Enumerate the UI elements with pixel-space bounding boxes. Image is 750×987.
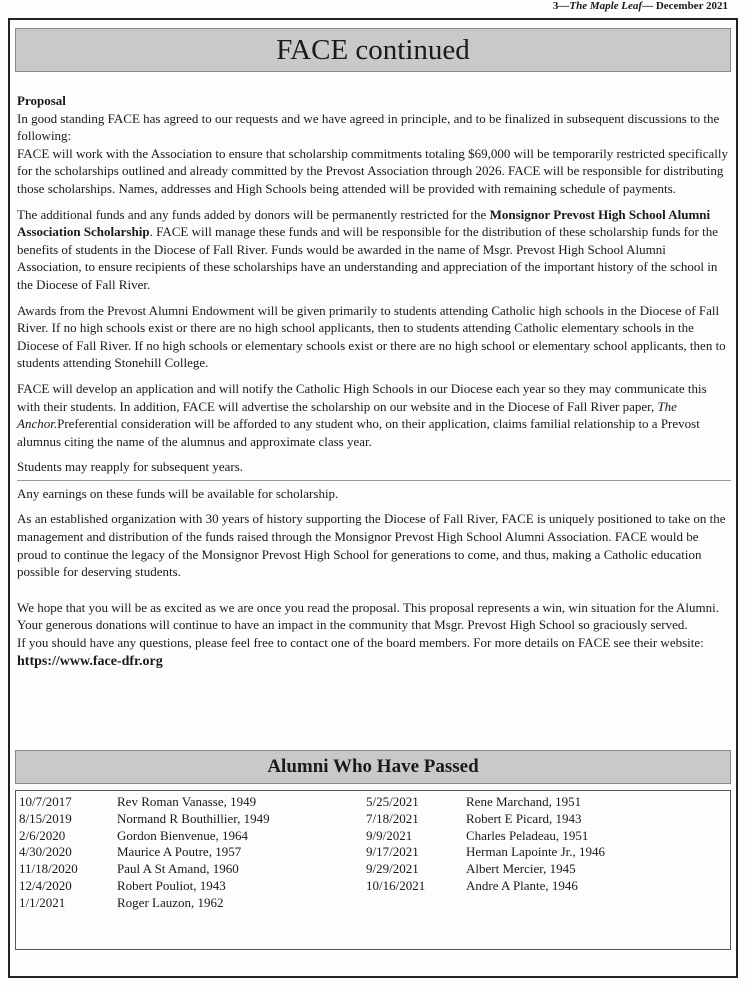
issue-date: — December 2021	[642, 0, 728, 12]
p3-text-a: The additional funds and any funds added by donors will be permanently restricted for the	[17, 206, 490, 222]
alumni-list	[15, 790, 731, 950]
passing-date: 2/6/2020	[19, 827, 66, 843]
alumni-entry	[19, 895, 270, 912]
alumni-entry	[19, 844, 270, 861]
alumni-entry	[19, 811, 270, 828]
alumni-name: Andre A Plante, 1946	[466, 877, 578, 893]
scholarship-name: Monsignor Prevost High School Alumni Association Scholarship	[17, 206, 711, 240]
alumni-name: Robert Pouliot, 1943	[117, 877, 226, 893]
passing-date: 4/30/2020	[19, 844, 72, 860]
p5-text-b: Preferential consideration will be afforded to any student who, on their application, claims familial relationship to a Prevost alumnus citing the name of the alumnus and approximate class year.	[17, 416, 700, 449]
alumni-entry	[366, 878, 605, 895]
passing-date: 8/15/2019	[19, 810, 72, 826]
alumni-entry	[19, 861, 270, 878]
alumni-entry	[366, 844, 605, 861]
publication-name: The Maple Leaf	[569, 0, 643, 12]
spacer	[17, 589, 731, 599]
paragraph-awards: Awards from the Prevost Alumni Endowment will be given primarily to students attending Catholic high schools in the Diocese of Fall River. If no high schools exist or there are no high school applicants, then to students attending Catholic elementary schools in the Diocese of Fall River. If no high schools or elementary schools exist or there are no high school or elementary school applicants, then to students attending Stonehill College.	[17, 302, 726, 371]
alumni-heading: Alumni Who Have Passed	[15, 750, 731, 784]
passing-date: 10/7/2017	[19, 794, 72, 809]
alumni-name: Normand R Bouthillier, 1949	[117, 810, 270, 826]
page-header	[553, 0, 728, 12]
passing-date: 11/18/2020	[19, 861, 78, 877]
alumni-name: Charles Peladeau, 1951	[466, 827, 589, 843]
page-number: 3—	[552, 0, 570, 12]
website-link[interactable]: https://www.face-dfr.org	[17, 653, 163, 669]
paragraph-contact	[17, 634, 731, 670]
alumni-entry	[366, 861, 605, 878]
alumni-name: Albert Mercier, 1945	[466, 861, 576, 877]
alumni-name: Gordon Bienvenue, 1964	[117, 827, 249, 843]
paragraph-intro: In good standing FACE has agreed to our requests and we have agreed in principle, and to be finalized in subsequent discussions to the following:	[17, 110, 720, 144]
p5-text-a: FACE will develop an application and will notify the Catholic High Schools in our Diocese each year so they may communicate this with their students. In addition, FACE will advertise the scholarship on our website and in the Diocese of Fall River paper,	[17, 380, 707, 414]
alumni-entry	[366, 828, 605, 845]
alumni-entry	[366, 794, 605, 811]
article-frame	[8, 18, 738, 978]
divider	[17, 480, 731, 481]
alumni-column-right	[366, 794, 605, 895]
passing-date: 9/17/2021	[366, 844, 419, 860]
alumni-entry	[19, 828, 270, 845]
article-body	[17, 92, 731, 670]
paragraph-organization: As an established organization with 30 years of history supporting the Diocese of Fall River, FACE is uniquely positioned to take on the management and distribution of the funds raised through the Monsignor Prevost High School Alumni Association. FACE would be proud to continue the legacy of the Monsignor Prevost High School for generations to come, and thus, making a Catholic education possible for deserving students.	[17, 511, 726, 580]
alumni-entry	[366, 811, 605, 828]
passing-date: 9/9/2021	[366, 827, 413, 843]
passing-date: 5/25/2021	[366, 794, 419, 809]
article-title: FACE continued	[15, 28, 731, 72]
passing-date: 9/29/2021	[366, 861, 419, 877]
alumni-name: Roger Lauzon, 1962	[117, 894, 224, 910]
alumni-name: Herman Lapointe Jr., 1946	[466, 844, 605, 860]
alumni-entry	[19, 878, 270, 895]
paragraph-earnings: Any earnings on these funds will be available for scholarship.	[17, 485, 339, 501]
anchor-paper-name: The Anchor.	[17, 398, 677, 432]
paragraph-application	[17, 380, 731, 450]
alumni-name: Rene Marchand, 1951	[466, 794, 582, 809]
alumni-name: Rev Roman Vanasse, 1949	[117, 794, 257, 809]
alumni-name: Maurice A Poutre, 1957	[117, 844, 242, 860]
alumni-name: Robert E Picard, 1943	[466, 810, 582, 826]
contact-text: If you should have any questions, please feel free to contact one of the board members. For more details on FACE see their website:	[17, 635, 704, 651]
alumni-column-left	[19, 794, 270, 912]
p3-text-b: . FACE will manage these funds and will be responsible for the distribution of these scholarship funds for the benefits of students in the Diocese of Fall River. Funds would be awarded in the name of Msgr. Prevost High School Alumni Association, to ensure recipients of these scholarships have an understanding and appreciation of the important history of the school in the Diocese of Fall River.	[17, 224, 718, 292]
passing-date: 1/1/2021	[19, 894, 66, 910]
paragraph-commitments: FACE will work with the Association to ensure that scholarship commitments totaling $69,000 will be temporarily restricted specifically for the scholarships outlined and already committed by the Prevost Association through 2026. FACE will be responsible for distributing those scholarships. Names, addresses and High Schools being attended will be provided with remaining schedule of payments.	[17, 145, 729, 196]
paragraph-reapply: Students may reapply for subsequent years.	[17, 459, 244, 475]
passing-date: 7/18/2021	[366, 810, 419, 826]
proposal-heading: Proposal	[17, 93, 66, 108]
passing-date: 10/16/2021	[366, 877, 426, 893]
passing-date: 12/4/2020	[19, 877, 72, 893]
alumni-name: Paul A St Amand, 1960	[117, 861, 239, 877]
paragraph-closing: We hope that you will be as excited as we are once you read the proposal. This proposal represents a win, win situation for the Alumni. Your generous donations will continue to have an impact in the community that Msgr. Prevost High School so graciously served.	[17, 599, 719, 633]
alumni-entry	[19, 794, 270, 811]
paragraph-restricted-funds	[17, 206, 731, 294]
